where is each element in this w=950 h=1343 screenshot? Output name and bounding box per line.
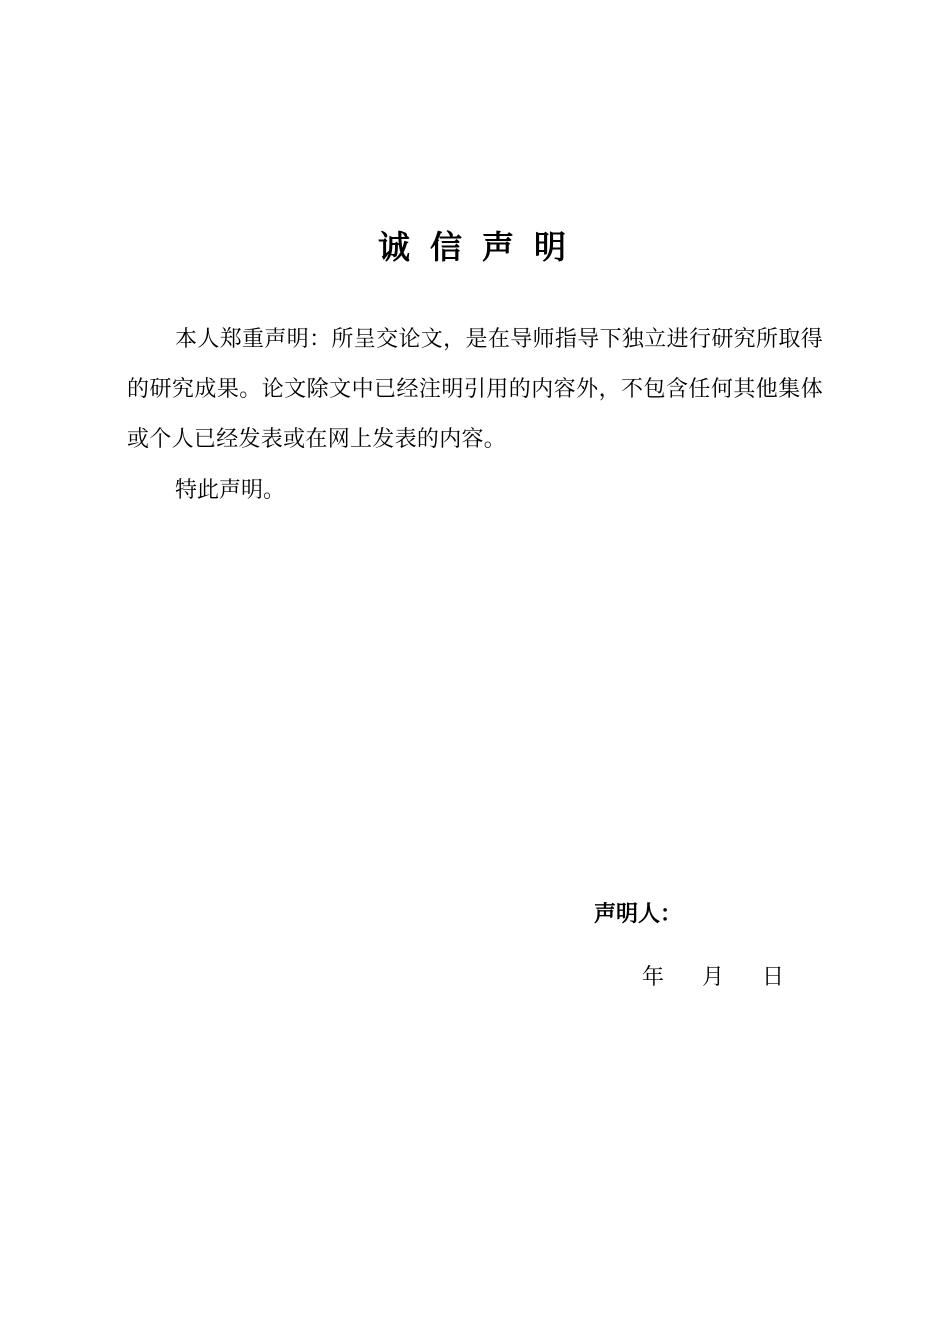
day-label: 日 [762, 965, 785, 990]
month-label: 月 [702, 965, 725, 990]
page-title: 诚信声明 [377, 228, 586, 266]
statement-paragraph: 本人郑重声明：所呈交论文，是在导师指导下独立进行研究所取得的研究成果。论文除文中已经注明引用的内容外，不包含任何其他集体或个人已经发表或在网上发表的内容。 [127, 327, 823, 452]
signer-label: 声明人： [594, 902, 683, 927]
year-label: 年 [642, 965, 665, 990]
closing-line: 特此声明。 [175, 478, 286, 503]
